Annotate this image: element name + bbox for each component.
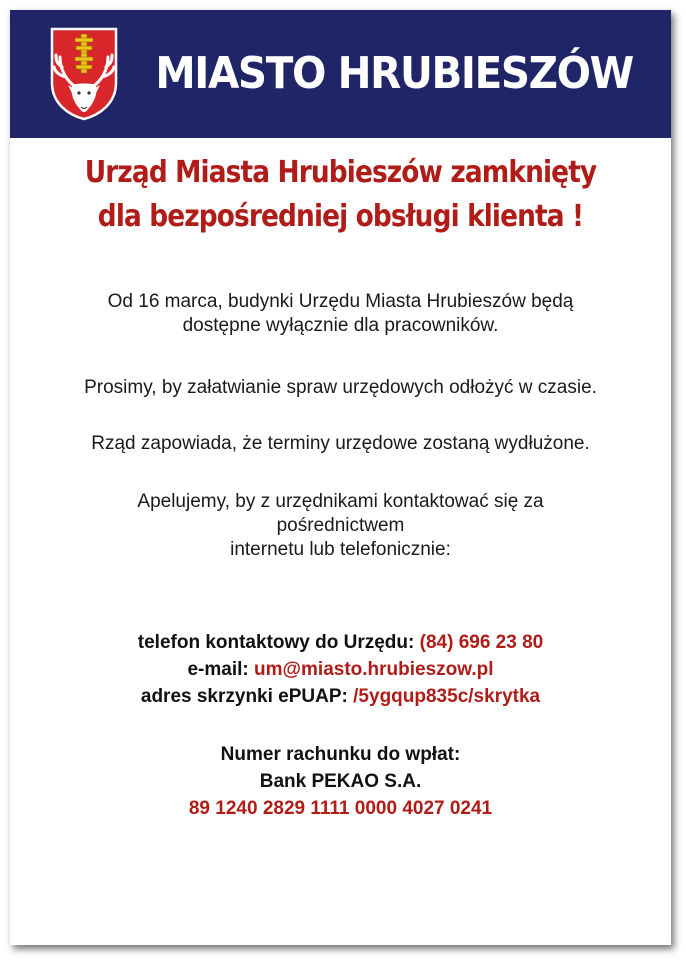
- paragraph-opening-line-2: dostępne wyłącznie dla pracowników.: [182, 315, 499, 336]
- paragraph-contact-appeal-line-3: internetu lub telefonicznie:: [230, 539, 451, 560]
- paragraph-contact-appeal-line-1: Apelujemy, by z urzędnikami kontaktować się za: [137, 491, 544, 512]
- paragraph-contact-appeal: [10, 490, 671, 562]
- headline: [50, 151, 632, 239]
- bank-account-number: 89 1240 2829 1111 0000 4027 0241: [188, 798, 493, 819]
- epuap-line: [10, 683, 671, 710]
- paragraph-opening: [10, 290, 671, 338]
- paragraph-deadlines: Rząd zapowiada, że terminy urzędowe zostaną wydłużone.: [91, 433, 590, 454]
- contact-block: [10, 629, 671, 710]
- paragraph-opening-line-1: Od 16 marca, budynki Urzędu Miasta Hrubieszów będą: [107, 291, 574, 312]
- paragraph-postpone: Prosimy, by załatwianie spraw urzędowych odłożyć w czasie.: [84, 377, 597, 398]
- header-banner: [10, 10, 671, 138]
- email-link[interactable]: um@miasto.hrubieszow.pl: [254, 659, 494, 680]
- headline-line-2: dla bezpośredniej obsługi klienta !: [97, 199, 584, 234]
- notice-sheet: [10, 10, 671, 945]
- header-title: MIASTO HRUBIESZÓW: [155, 48, 633, 99]
- bank-name: Bank PEKAO S.A.: [259, 771, 422, 792]
- email-line: [10, 656, 671, 683]
- bank-label: Numer rachunku do wpłat:: [220, 744, 461, 765]
- paragraph-contact-appeal-line-2: pośrednictwem: [276, 515, 405, 536]
- phone-label: telefon kontaktowy do Urzędu:: [137, 632, 415, 653]
- epuap-label: adres skrzynki ePUAP:: [140, 686, 348, 707]
- epuap-address[interactable]: /5ygqup835c/skrytka: [353, 686, 541, 707]
- phone-line: [10, 629, 671, 656]
- bank-block: [10, 741, 671, 822]
- coat-of-arms-icon: [50, 27, 118, 121]
- headline-line-1: Urząd Miasta Hrubieszów zamknięty: [84, 155, 597, 190]
- email-label: e-mail:: [187, 659, 249, 680]
- phone-number[interactable]: (84) 696 23 80: [419, 632, 544, 653]
